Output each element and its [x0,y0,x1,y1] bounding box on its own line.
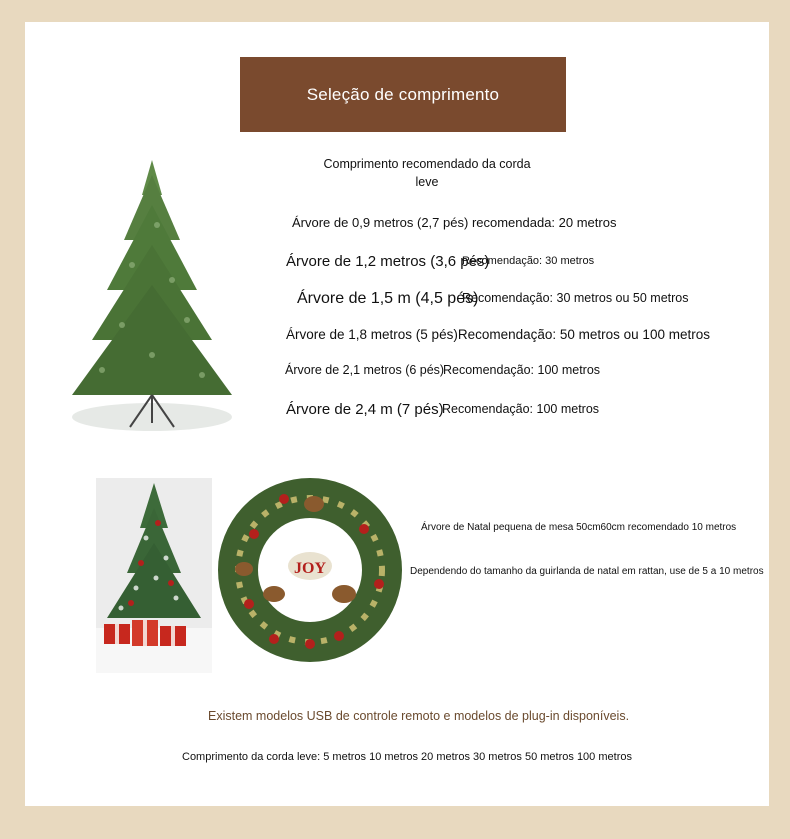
row-1-5m-size: Árvore de 1,5 m (4,5 pés) [297,290,479,307]
wreath-image [214,474,406,666]
available-lengths: Comprimento da corda leve: 5 metros 10 metros 20 metros 30 metros 50 metros 100 metros [182,751,632,763]
row-1-2m-recommendation: Recomendação: 30 metros [462,255,595,267]
row-2-1m-recommendation: Recomendação: 100 metros [443,363,601,377]
row-2-4m-size: Árvore de 2,4 m (7 pés) [286,401,444,418]
recommendation: Recomendação: 50 metros ou 100 metros [457,327,710,342]
tree-size: Árvore de 1,8 metros (5 pés) [286,327,458,342]
tabletop-tree-image [96,478,212,673]
recommendation: recomendada: 20 metros [471,215,617,230]
recommended-length-heading: Comprimento recomendado da corda leve [323,157,531,189]
wreath-sign-text: JOY [294,560,326,577]
tabletop-tree-note: Árvore de Natal pequena de mesa 50cm60cm recomendado 10 metros [421,522,737,533]
christmas-tree-image [62,155,242,437]
row-1-8m [286,327,710,342]
row-1-2m-size: Árvore de 1,2 metros (3,6 pés) [286,253,490,270]
row-2-4m-recommendation: Recomendação: 100 metros [442,402,600,416]
tree-size: Árvore de 0,9 metros (2,7 pés) [292,215,469,230]
length-selection-banner [240,57,566,132]
row-0-9m [292,215,616,230]
usb-models-note: Existem modelos USB de controle remoto e modelos de plug-in disponíveis. [208,709,630,723]
row-1-5m-recommendation: Recomendação: 30 metros ou 50 metros [462,291,689,305]
banner-title: Seleção de comprimento [306,84,500,104]
wreath-note: Dependendo do tamanho da guirlanda de natal em rattan, use de 5 a 10 metros [410,566,764,577]
row-2-1m-size: Árvore de 2,1 metros (6 pés) [285,363,445,377]
